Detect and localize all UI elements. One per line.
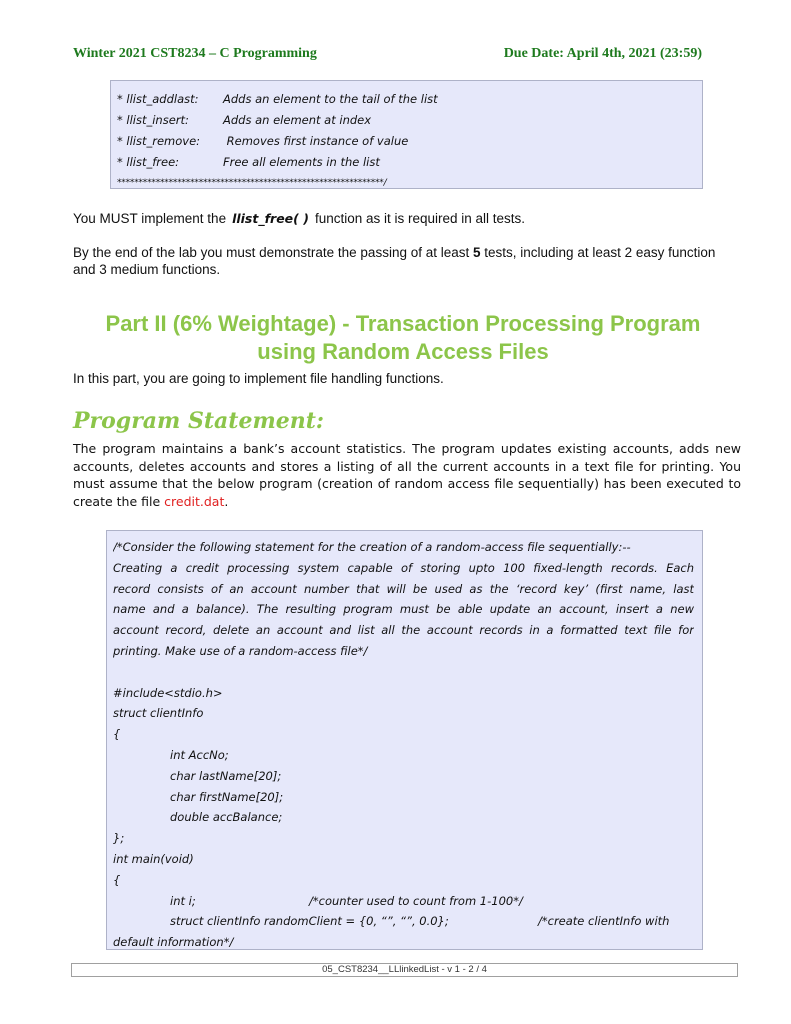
code-comment: /*counter used to count from 1-100*/ (309, 893, 523, 908)
paragraph-text: tests, including at least 2 easy function and 3 medium functions. (73, 245, 716, 277)
paragraph-text: You MUST implement the (73, 211, 227, 226)
part2-intro: In this part, you are going to implement file handling functions. (73, 371, 444, 386)
statement-text: The program maintains a bank’s account statistics. The program updates existing accounts, adds new accounts, deletes accounts and stores a listing of all the current accounts in a text file for printing. You must assume that the below program (creation of random access file sequentially) has been executed to create the file (73, 441, 741, 509)
comment-end-line: **************************************************************/ (117, 178, 387, 188)
code-var: int i; (170, 893, 196, 908)
page-footer: 05_CST8234__LLlinkedList - v 1 - 2 / 4 (71, 963, 738, 977)
function-reference: llist_free( ) (232, 211, 309, 226)
function-name: * llist_addlast: (117, 92, 199, 106)
paragraph-text: function as it is required in all tests. (314, 211, 526, 226)
function-list-item (117, 131, 702, 152)
code-var-line (113, 891, 694, 912)
function-desc: Free all elements in the list (223, 155, 380, 169)
function-list-item (117, 89, 702, 110)
function-desc: Adds an element to the tail of the list (223, 92, 438, 106)
code-brace: }; (113, 831, 125, 846)
header-due-date: Due Date: April 4th, 2021 (23:59) (503, 46, 702, 61)
function-name: * llist_free: (117, 155, 180, 169)
statement-end: . (224, 493, 229, 509)
paragraph-test-requirement (73, 244, 741, 278)
code-comment: /*create clientInfo with (538, 914, 670, 929)
part2-title-line: Part II (6% Weightage) - Transaction Processing Program (105, 311, 701, 336)
code-var-line (113, 911, 694, 932)
header-course: Winter 2021 CST8234 – C Programming (73, 46, 317, 61)
function-name: * llist_remove: (117, 134, 201, 148)
code-blank-line (113, 662, 694, 683)
statement-heading: Program Statement: (73, 408, 324, 434)
code-main: int main(void) (113, 851, 194, 866)
file-name: credit.dat (164, 493, 225, 509)
code-brace: { (113, 727, 121, 742)
code-block (106, 530, 703, 950)
code-comment-line: /*Consider the following statement for the creation of a random-access file sequentially:-- (113, 540, 631, 554)
code-field: char lastName[20]; (170, 768, 282, 783)
function-list-item (117, 152, 702, 173)
function-list-box (110, 80, 703, 189)
code-comment-line: name and a balance). The resulting program must be able update an account, insert a new (113, 602, 694, 617)
code-struct-decl: struct clientInfo (113, 706, 204, 721)
function-list-item (117, 110, 702, 131)
paragraph-text: By the end of the lab you must demonstrate the passing of at least (73, 245, 473, 260)
code-field: int AccNo; (170, 747, 229, 762)
code-comment-line: account record, delete an account and list all the account records in a formatted text file for (113, 623, 694, 638)
code-field: double accBalance; (170, 810, 283, 825)
code-brace: { (113, 872, 121, 887)
code-comment-line: record consists of an account number that will be used as the ‘record key’ (first name, last (113, 581, 694, 596)
code-comment-line: printing. Make use of a random-access file*/ (113, 643, 368, 658)
function-desc: Removes first instance of value (223, 134, 409, 148)
function-name: * llist_insert: (117, 113, 189, 127)
code-field: char firstName[20]; (170, 789, 284, 804)
program-statement (73, 440, 741, 510)
test-count: 5 (473, 245, 481, 260)
code-var: struct clientInfo randomClient = {0, “”, “”, 0.0}; (170, 914, 449, 929)
part2-title (73, 310, 733, 366)
paragraph-llist-free (73, 210, 741, 227)
part2-title-line: using Random Access Files (257, 339, 549, 364)
function-desc: Adds an element at index (223, 113, 372, 127)
code-comment-cont: default information*/ (113, 935, 234, 950)
code-comment-line: Creating a credit processing system capable of storing upto 100 fixed-length records. Each (113, 560, 694, 575)
code-include: #include<stdio.h> (113, 685, 223, 700)
